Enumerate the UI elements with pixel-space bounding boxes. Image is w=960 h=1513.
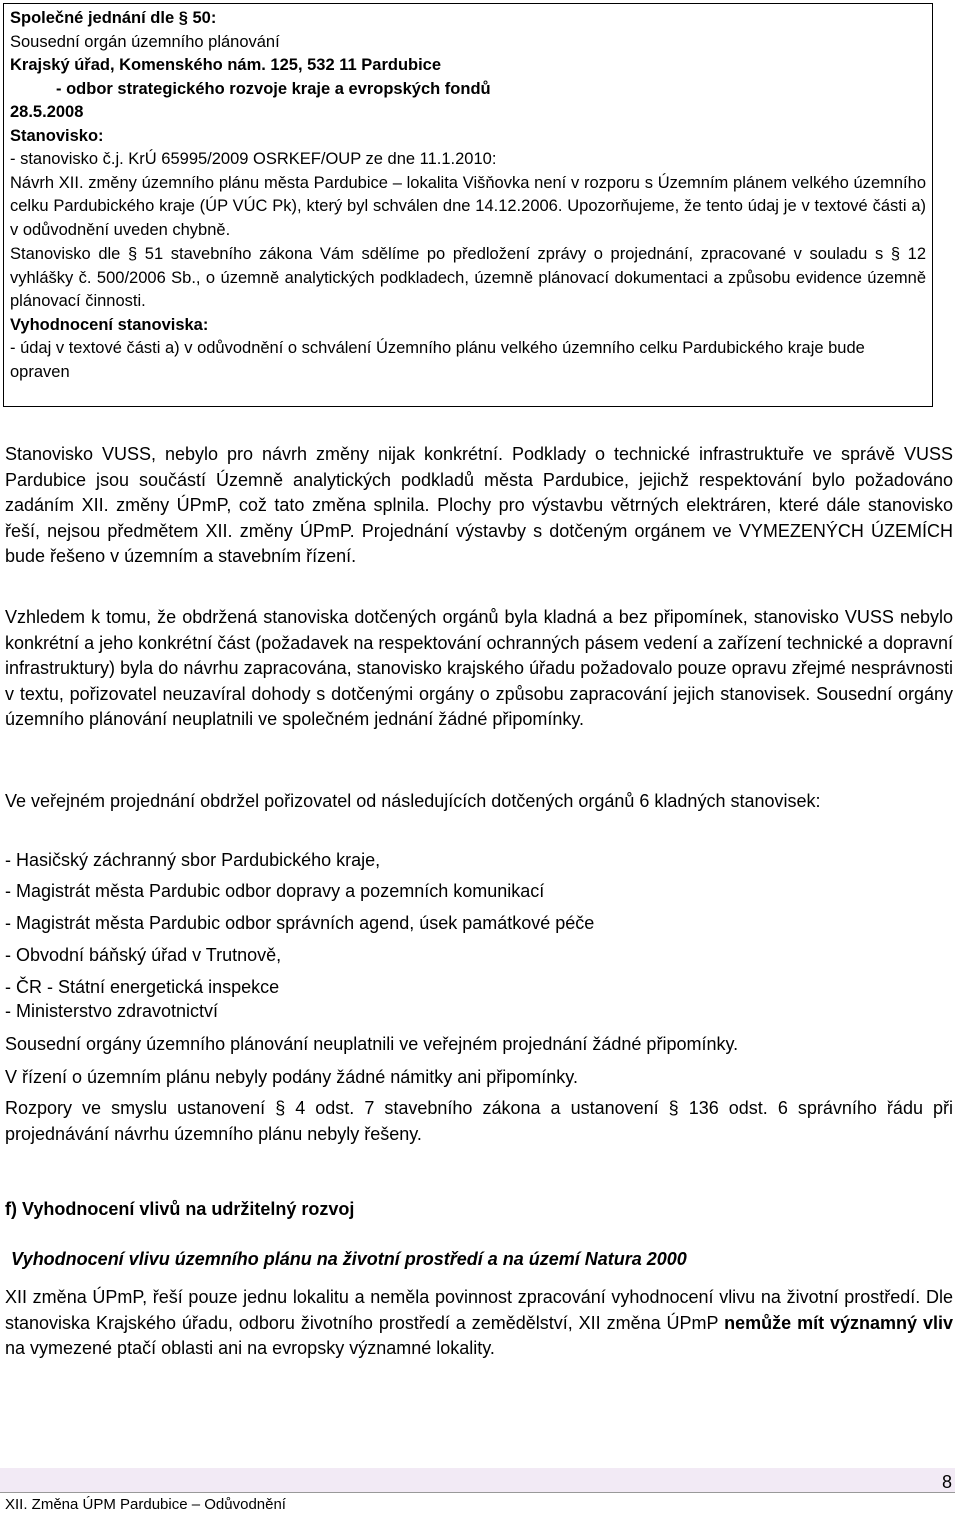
footer-rule: [0, 1492, 955, 1493]
box-opinion-text: Návrh XII. změny územního plánu města Pardubice – lokalita Višňovka není v rozporu s Územním plánem velkého územního celku Pardubického kraje (ÚP VÚC Pk), který byl schválen dne 14.12.2006. Upozorňujeme, že tento údaj je v textové části a) v odůvodnění uveden chybně.: [10, 173, 926, 239]
box-opinion-heading: Stanovisko:: [10, 126, 104, 145]
vuss-paragraph: Stanovisko VUSS, nebylo pro návrh změny nijak konkrétní. Podklady o technické infrastruktuře ve správě VUSS Pardubice jsou součástí Územně analytických podkladů města Pardubice, jejichž respektování bylo požadováno zadáním XII. změny ÚPmP, což tato změna splnila. Plochy pro výstavbu větrných elektráren, které dále stanovisko řeší, nejsou předmětem XII. změny ÚPmP. Projednání výstavby s dotčeným orgánem ve VYMEZENÝCH ÚZEMÍCH bude řešeno v územním a stavebním řízení.: [5, 444, 953, 566]
list-item: - Ministerstvo zdravotnictví: [5, 1001, 219, 1021]
box-authority: Sousední orgán územního plánování: [10, 32, 280, 51]
environment-text-c: na vymezené ptačí oblasti ani na evropsky významné lokality.: [5, 1338, 495, 1358]
disputes-paragraph: Rozpory ve smyslu ustanovení § 4 odst. 7 stavebního zákona a ustanovení § 136 odst. 6 správního řádu při projednávání návrhu územního plánu nebyly řešeny.: [5, 1098, 953, 1144]
footer-title: XII. Změna ÚPM Pardubice – Odůvodnění: [5, 1496, 286, 1513]
box-office: Krajský úřad, Komenského nám. 125, 532 11 Pardubice: [10, 56, 442, 74]
neighbour-authorities-text: Sousední orgány územního plánování neuplatnili ve veřejném projednání žádné připomínky.: [5, 1034, 739, 1054]
box-opinion-ref: - stanovisko č.j. KrÚ 65995/2009 OSRKEF/OUP ze dne 11.1.2010:: [10, 150, 497, 168]
box-opinion-note: Stanovisko dle § 51 stavebního zákona Vám sdělíme po předložení zprávy o projednání, zpracované v souladu s § 12 vyhlášky č. 500/2006 Sb., o územně analytických podkladech, územně plánovací dokumentaci a způsobu evidence územně plánovací činnosti.: [10, 245, 926, 310]
environment-subheading: Vyhodnocení vlivu územního plánu na životní prostředí a na území Natura 2000: [11, 1249, 687, 1269]
joint-meeting-box: [3, 3, 933, 407]
box-eval-heading: Vyhodnocení stanoviska:: [10, 315, 209, 334]
box-heading: Společné jednání dle § 50:: [10, 9, 217, 27]
footer-band: [0, 1468, 955, 1492]
list-item: - Magistrát města Pardubic odbor správních agend, úsek památkové péče: [5, 913, 595, 933]
section-f-heading: f) Vyhodnocení vlivů na udržitelný rozvoj: [5, 1199, 355, 1219]
box-department: - odbor strategického rozvoje kraje a evropských fondů: [56, 79, 491, 98]
list-item: - Magistrát města Pardubic odbor dopravy a pozemních komunikací: [5, 881, 545, 901]
environment-text-emphasis: nemůže mít významný vliv: [724, 1312, 953, 1333]
list-item: - Obvodní báňský úřad v Trutnově,: [5, 945, 282, 965]
public-hearing-paragraph: Ve veřejném projednání obdržel pořizovatel od následujících dotčených orgánů 6 kladných stanovisek:: [5, 791, 821, 811]
box-date: 28.5.2008: [10, 103, 84, 121]
environment-text-a: XII změna ÚPmP, řeší pouze jednu lokalitu a neměla povinnost zpracování vyhodnocení vlivu na životní prostředí. Dle stanoviska Krajského úřadu, odboru životního prostředí a zemědělství, XII změna ÚPmP: [5, 1287, 953, 1333]
list-item: - ČR - Státní energetická inspekce: [5, 977, 280, 997]
summary-paragraph: Vzhledem k tomu, že obdržená stanoviska dotčených orgánů byla kladná a bez připomínek, stanovisko VUSS nebylo konkrétní a jeho konkrétní část (požadavek na respektování ochranných pásem vedení a zařízení technické a dopravní infrastruktury) byla do návrhu zapracována, stanovisko krajského úřadu požadovalo pouze opravu zřejmé nesprávnosti v textu, pořizovatel neuzavíral dohody s dotčenými orgány o způsobu zapracování jejich stanovisek. Sousední orgány územního plánování neuplatnili ve společném jednání žádné připomínky.: [5, 607, 953, 729]
environment-paragraph: [5, 1285, 953, 1362]
page-number: 8: [941, 1472, 952, 1492]
box-eval-text: - údaj v textové části a) v odůvodnění o schválení Územního plánu velkého územního celku Pardubického kraje bude opraven: [10, 339, 865, 381]
list-item: - Hasičský záchranný sbor Pardubického kraje,: [5, 850, 381, 870]
no-objections-text: V řízení o územním plánu nebyly podány žádné námitky ani připomínky.: [5, 1067, 578, 1087]
